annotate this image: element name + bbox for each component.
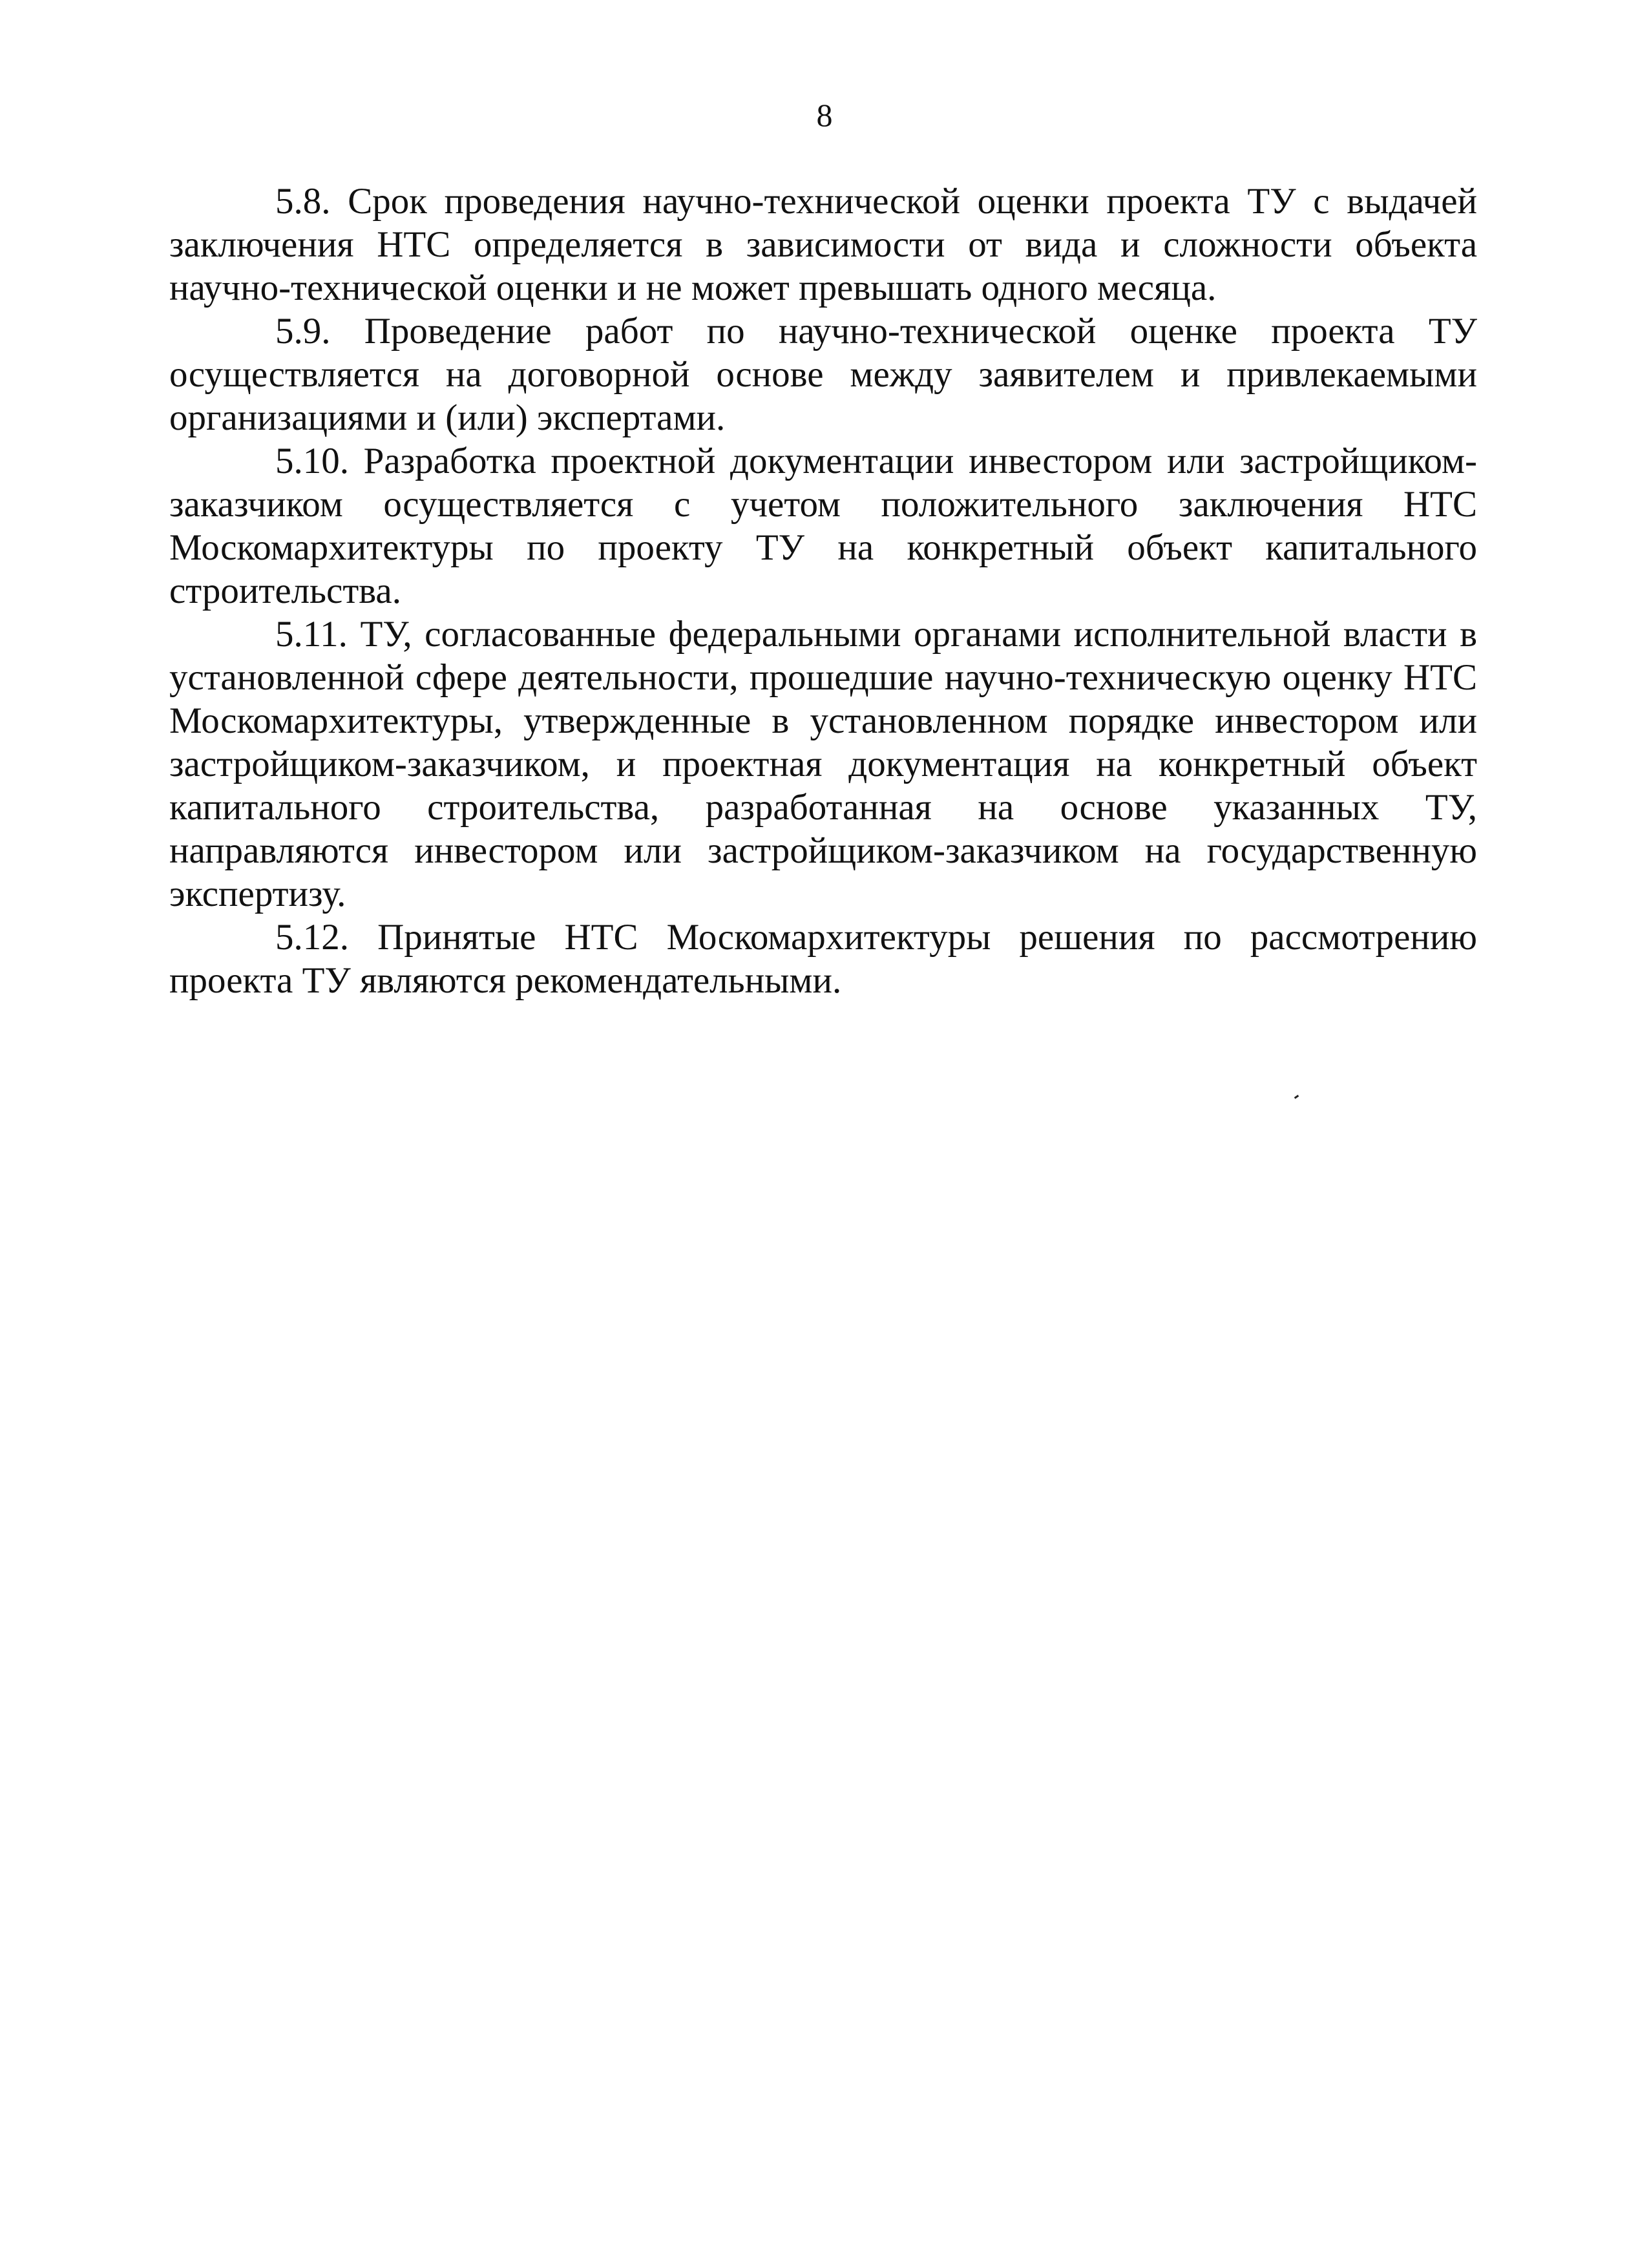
page-number: 8 — [816, 97, 833, 133]
document-body — [169, 180, 1477, 1002]
paragraph-5-12: 5.12. Принятые НТС Москомархитектуры решения по рассмотрению проекта ТУ являются рекомендательными. — [169, 917, 1477, 1001]
paragraph-5-9: 5.9. Проведение работ по научно-технической оценке проекта ТУ осуществляется на договорной основе между заявителем и привлекаемыми организациями и (или) экспертами. — [169, 311, 1477, 438]
paragraph-5-11: 5.11. ТУ, согласованные федеральными органами исполнительной власти в установленной сфере деятельности, прошедшие научно-техническую оценку НТС Москомархитектуры, утвержденные в установленном порядке инвестором или застройщиком-заказчиком, и проектная документация на конкретный объект капитального строительства, разработанная на основе указанных ТУ, направляются инвестором или застройщиком-заказчиком на государственную экспертизу. — [169, 614, 1477, 914]
paragraph-5-10: 5.10. Разработка проектной документации инвестором или застройщиком-заказчиком осуществляется с учетом положительного заключения НТС Москомархитектуры по проекту ТУ на конкретный объект капитального строительства. — [169, 441, 1477, 611]
scan-speck — [1294, 1095, 1299, 1098]
paragraph-5-8: 5.8. Срок проведения научно-технической оценки проекта ТУ с выдачей заключения НТС определяется в зависимости от вида и сложности объекта научно-технической оценки и не может превышать одного месяца. — [169, 181, 1477, 308]
